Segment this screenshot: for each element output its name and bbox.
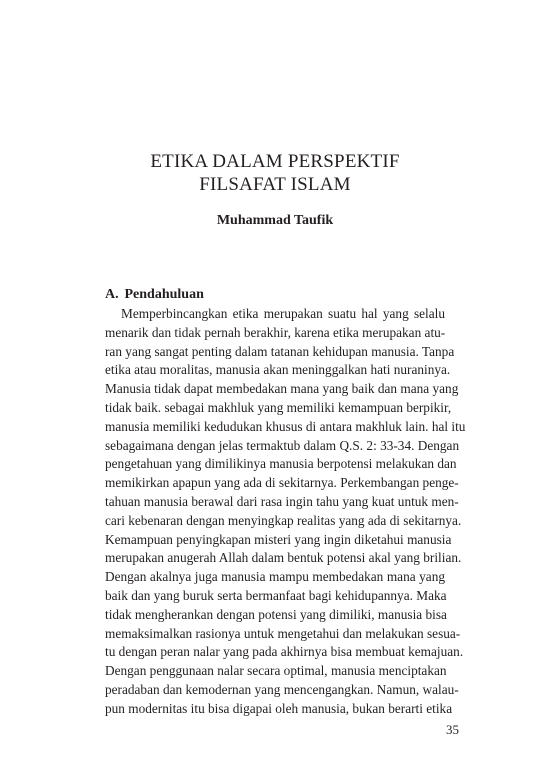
body-line: Dengan akalnya juga manusia mampu membedakan mana yang (105, 569, 445, 585)
body-line: menarik dan tidak pernah berakhir, karena etika merupakan atu- (105, 324, 446, 340)
body-line: tahuan manusia berawal dari rasa ingin tahu yang kuat untuk men- (105, 494, 459, 509)
body-line: memaksimalkan rasionya untuk mengetahui dan melakukan sesua- (105, 625, 461, 641)
body-line: pengetahuan yang dimilikinya manusia berpotensi melakukan dan (105, 456, 457, 472)
body-line: tidak baik. sebagai makhluk yang memiliki kemampuan berpikir, (105, 400, 452, 415)
body-line: tidak mengherankan dengan potensi yang dimiliki, manusia bisa (105, 606, 447, 622)
body-line: Dengan penggunaan nalar secara optimal, manusia menciptakan (105, 663, 447, 679)
body-line: Manusia tidak dapat membedakan mana yang baik dan mana yang (105, 381, 459, 397)
body-line: Memperbincangkan etika merupakan suatu hal yang selalu (121, 306, 445, 321)
body-line: memikirkan apapun yang ada di sekitarnya. Perkembangan penge- (105, 475, 459, 491)
chapter-title-line-2: FILSAFAT ISLAM (199, 174, 351, 195)
section-heading (105, 286, 204, 304)
body-line: sebagaimana dengan jelas termaktub dalam Q.S. 2: 33-34. Dengan (105, 437, 460, 453)
page-number: 35 (446, 722, 459, 737)
body-line: tu dengan peran nalar yang pada akhirnya bisa membuat kemajuan. (105, 644, 464, 660)
section-number: A. (105, 287, 119, 302)
body-line: etika atau moralitas, manusia akan meninggalkan hati nuraninya. (105, 362, 451, 378)
body-line: merupakan anugerah Allah dalam bentuk potensi akal yang brilian. (105, 550, 462, 566)
body-line: Kemampuan penyingkapan misteri yang ingin diketahui manusia (105, 531, 452, 547)
section-title: Pendahuluan (124, 287, 204, 302)
chapter-title-line-1: ETIKA DALAM PERSPEKTIF (150, 151, 400, 172)
body-line: manusia memiliki kedudukan khusus di antara makhluk lain. hal itu (105, 418, 466, 434)
body-line: cari kebenaran dengan menyingkap realitas yang ada di sekitarnya. (105, 512, 462, 528)
author-name: Muhammad Taufik (216, 213, 334, 228)
body-line: baik dan yang buruk serta bermanfaat bagi kehidupannya. Maka (105, 588, 447, 603)
body-line: ran yang sangat penting dalam tatanan kehidupan manusia. Tanpa (105, 343, 455, 359)
body-line: pun modernitas itu bisa digapai oleh manusia, bukan berarti etika (105, 700, 453, 716)
body-line: peradaban dan kemodernan yang mencengangkan. Namun, walau- (105, 682, 459, 697)
